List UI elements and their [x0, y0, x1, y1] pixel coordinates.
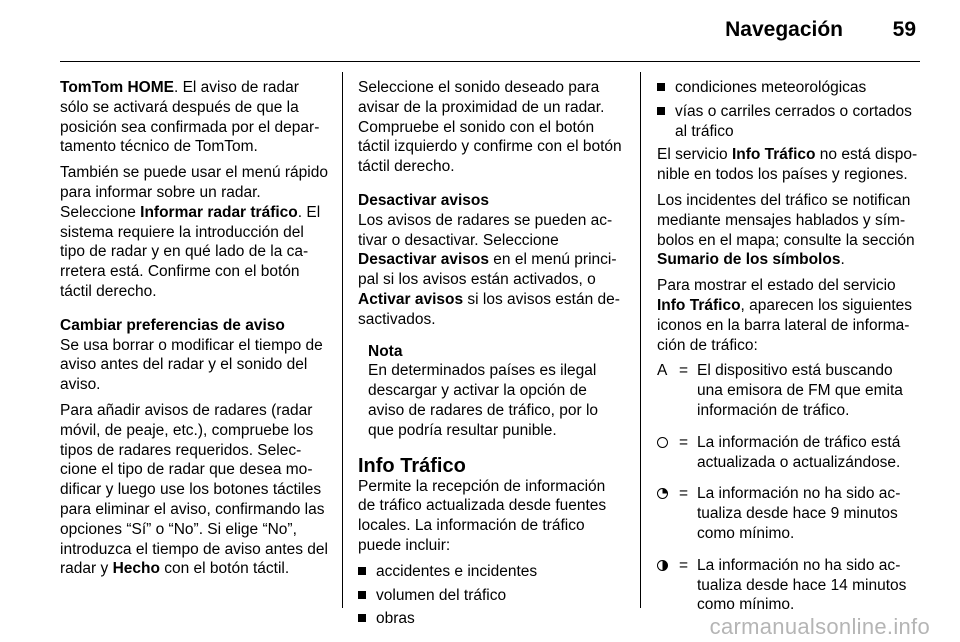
bullet-icon	[358, 609, 368, 629]
paragraph: TomTom HOME. El aviso de radar sólo se activará después de que la posición sea confirmada por el departamento técnico de TomTom.	[60, 79, 320, 156]
paragraph: Seleccione el sonido deseado para avisar de la proximidad de un radar. Compruebe el sonido con el botón táctil izquierdo y confirme con el botón táctil derecho.	[358, 79, 622, 176]
definition-item: A = El dispositivo está buscando una emisora de FM que emita información de tráfico.	[657, 362, 903, 419]
paragraph: También se puede usar el menú rápido para informar sobre un radar. Seleccione Informar radar tráfico. El sistema requiere la introducción del tipo de radar y en qué lado de la carretera está. Confirme con el botón táctil derecho.	[60, 164, 328, 300]
paragraph: Para mostrar el estado del servicio Info Tráfico, aparecen los siguientes iconos en la barra lateral de información de tráfico:	[657, 277, 913, 354]
paragraph: Los avisos de radares se pueden activar o desactivar. Seleccione Desactivar avisos en el menú principal si los avisos están activados, o Activar avisos si los avisos están desactivados.	[358, 211, 620, 328]
list-item: obras	[358, 609, 626, 629]
note-text: En determinados países es ilegal descargar y activar la opción de aviso de radares de tráfico, por lo que podría resultar punible.	[368, 362, 599, 439]
bullet-icon	[657, 102, 667, 142]
page-title: Navegación	[725, 18, 843, 41]
paragraph: Se usa borrar o modificar el tiempo de aviso antes del radar y el sonido del aviso.	[60, 336, 323, 394]
definition-item: = La información no ha sido actualiza desde hace 14 minutos como mínimo.	[657, 556, 922, 615]
list-item: accidentes e incidentes	[358, 562, 626, 582]
list-item: volumen del tráfico	[358, 586, 626, 606]
page-number: 59	[892, 18, 916, 41]
watermark: carmanualsonline.info	[709, 614, 930, 639]
column-3	[657, 78, 922, 627]
definition-item: = La información no ha sido actualiza desde hace 9 minutos como mínimo.	[657, 484, 922, 543]
bullet-icon	[657, 78, 667, 98]
subheading: Desactivar avisos	[358, 191, 489, 209]
paragraph: Los incidentes del tráfico se notifican mediante mensajes hablados y símbolos en el mapa; consulte la sección Sumario de los símbolos.	[657, 191, 915, 269]
status-key: A	[657, 362, 668, 380]
column-1	[60, 78, 328, 585]
bullet-icon	[358, 586, 368, 606]
paragraph: El servicio Info Tráfico no está disponible en todos los países y regiones.	[657, 146, 918, 184]
note-box	[368, 342, 626, 441]
half-circle-icon	[657, 560, 668, 571]
section-heading: Info Tráfico	[358, 454, 466, 477]
definition-item: = La información de tráfico está actualizada o actualizándose.	[657, 433, 922, 473]
header-divider	[60, 61, 920, 62]
quarter-circle-icon	[657, 488, 668, 499]
list-item: condiciones meteorológicas	[657, 78, 922, 98]
list-item: vías o carriles cerrados o cortados al tráfico	[657, 102, 922, 142]
column-divider-2	[640, 72, 641, 608]
subheading: Cambiar preferencias de aviso	[60, 316, 285, 334]
paragraph: Permite la recepción de información de tráfico actualizada desde fuentes locales. La información de tráfico puede incluir:	[358, 477, 607, 554]
note-title: Nota	[368, 342, 403, 360]
page-header	[0, 0, 960, 62]
bullet-icon	[358, 562, 368, 582]
column-divider-1	[342, 72, 343, 608]
empty-circle-icon	[657, 437, 668, 448]
paragraph: Para añadir avisos de radares (radar móvil, de peaje, etc.), compruebe los tipos de radares requeridos. Seleccione el tipo de radar que desea modificar y luego use los botones táctiles para eliminar el aviso, confirmando las opciones “Sí” o “No”. Si elige “No”, introduzca el tiempo de aviso antes del radar y Hecho con el botón táctil.	[60, 401, 328, 578]
column-2	[358, 78, 626, 633]
